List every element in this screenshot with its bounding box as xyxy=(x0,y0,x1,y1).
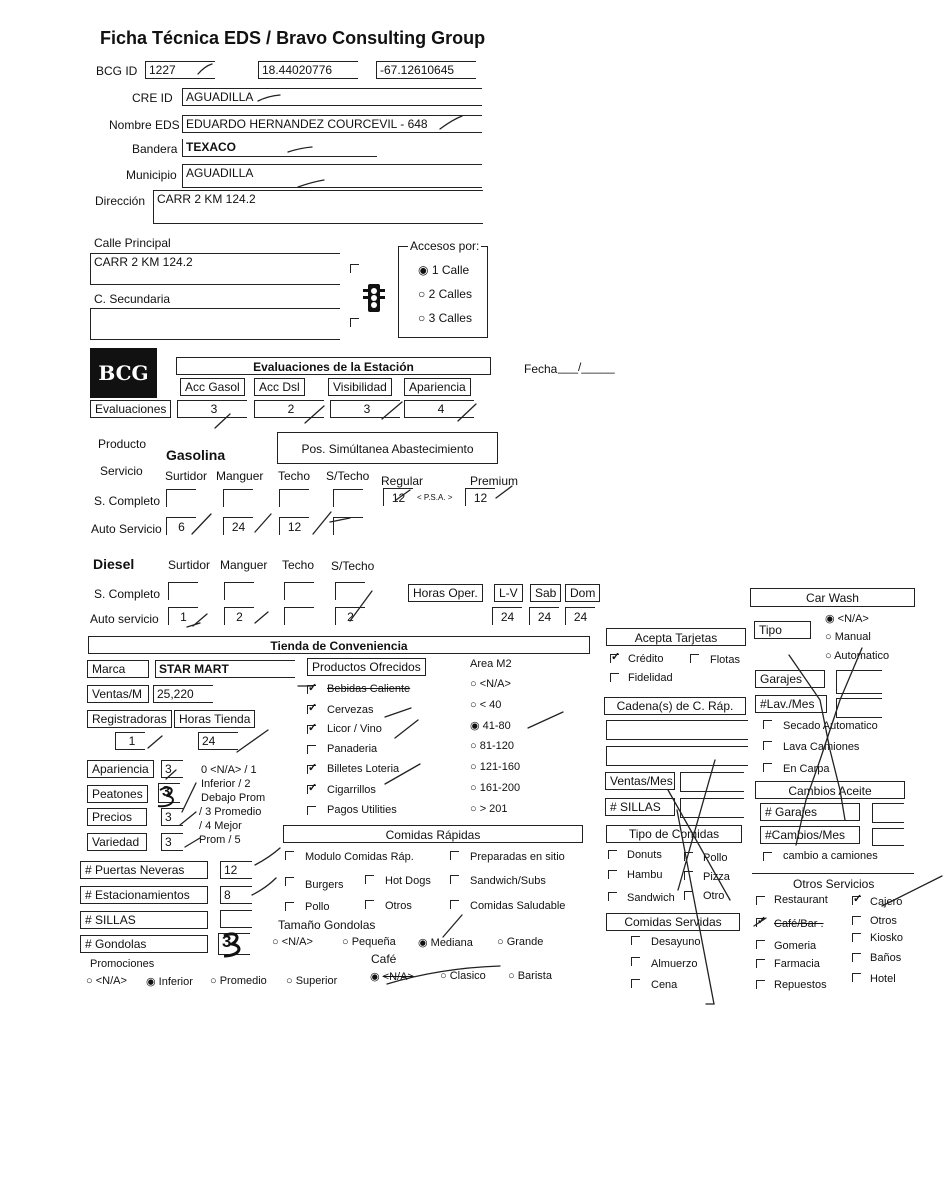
almuerzo-checkbox[interactable] xyxy=(631,957,640,966)
area-option-81-120[interactable]: ○ 81-120 xyxy=(470,740,514,752)
cr-sillas-field[interactable] xyxy=(680,798,744,818)
accesos-option-1-label: 1 Calle xyxy=(431,263,470,277)
hotdogs-label: Hot Dogs xyxy=(385,875,431,887)
carwash-option-na[interactable]: ◉ <N/A> xyxy=(825,613,869,625)
sandwich-checkbox[interactable] xyxy=(608,892,617,901)
calle-secundaria-field[interactable] xyxy=(90,308,340,340)
kiosko-label: Kiosko xyxy=(870,932,904,944)
dsl-as-surtidor[interactable]: 1 xyxy=(168,607,198,625)
producto-panaderia-checkbox[interactable] xyxy=(307,745,316,754)
dsl-sc-stecho[interactable] xyxy=(335,582,365,600)
gondola-option-pequena[interactable]: ○ Pequeña xyxy=(342,936,396,948)
longitude-field[interactable]: -67.12610645 xyxy=(376,61,476,79)
eval-visibilidad-value[interactable]: 3 xyxy=(330,400,400,418)
escala-4: / 4 Mejor xyxy=(199,820,242,832)
area-option-41-80-label: 41-80 xyxy=(482,720,511,732)
diesel-auto-label: Auto servicio xyxy=(90,612,159,626)
producto-utilities-checkbox[interactable] xyxy=(307,806,316,815)
gondolas-field[interactable]: 3 xyxy=(218,933,250,955)
tc-pollo-checkbox[interactable] xyxy=(684,852,693,861)
producto-loteria-checkbox[interactable] xyxy=(307,765,316,774)
estac-label: # Estacionamientos xyxy=(80,886,208,904)
promo-option-promedio-label: Promedio xyxy=(219,975,267,987)
preparadas-label: Preparadas en sitio xyxy=(470,851,565,863)
credito-checkbox[interactable] xyxy=(610,654,619,663)
producto-panaderia-label: Panaderia xyxy=(327,743,378,755)
regular-value[interactable]: 12 xyxy=(383,488,413,506)
promo-option-na-label: <N/A> xyxy=(95,975,127,987)
producto-bebidas-checkbox[interactable] xyxy=(307,685,316,694)
fecha-field[interactable]: ___/_____ xyxy=(558,360,615,374)
cadena-field-2[interactable] xyxy=(606,746,748,766)
otros-servicios-rule xyxy=(752,873,914,874)
lav-mes-field[interactable] xyxy=(836,698,882,718)
restaurant-label: Restaurant xyxy=(774,894,828,906)
calle-principal-label: Calle Principal xyxy=(94,236,171,250)
gas-sc-manguer[interactable] xyxy=(223,489,253,507)
promo-option-inferior[interactable]: ◉ Inferior xyxy=(146,976,193,988)
regular-label: Regular xyxy=(381,474,424,488)
cr-ventas-field[interactable] xyxy=(680,772,744,792)
eval-col-apariencia: Apariencia xyxy=(404,378,471,396)
dia-dom: Dom xyxy=(565,584,600,602)
hotdogs-checkbox[interactable] xyxy=(365,875,374,884)
burgers-label: Burgers xyxy=(305,879,344,891)
pizza-label: Pizza xyxy=(703,871,730,883)
premium-value[interactable]: 12 xyxy=(465,488,495,506)
flotas-checkbox[interactable] xyxy=(690,654,699,663)
dsl-sc-techo[interactable] xyxy=(284,582,314,600)
comidas-servidas-label: Comidas Servidas xyxy=(606,913,740,931)
gasolina-col-techo: Techo xyxy=(278,469,311,483)
cambios-aceite-header: Cambios Aceite xyxy=(755,781,905,799)
municipio-field[interactable]: AGUADILLA xyxy=(182,164,482,188)
productos-label: Productos Ofrecidos xyxy=(307,658,426,676)
registradoras-label: Registradoras xyxy=(87,710,172,728)
dia-sab: Sab xyxy=(530,584,561,602)
saludable-label: Comidas Saludable xyxy=(470,900,566,912)
lav-mes-label: #Lav./Mes xyxy=(755,695,827,713)
area-option-81-120-label: 81-120 xyxy=(479,740,514,752)
area-option-121-160[interactable]: ○ 121-160 xyxy=(470,761,521,773)
producto-bebidas-label: Bebidas Caliente xyxy=(327,683,411,695)
hotel-checkbox[interactable] xyxy=(852,973,861,982)
cena-label: Cena xyxy=(651,979,678,991)
cafe-bar-label: Café/Bar . xyxy=(774,918,824,930)
car-wash-tipo-label: Tipo xyxy=(754,621,811,639)
desayuno-label: Desayuno xyxy=(651,936,701,948)
variedad-label: Variedad xyxy=(87,833,147,851)
accesos-option-3-label: 3 Calles xyxy=(428,311,472,325)
apariencia-field[interactable]: 3 xyxy=(161,760,183,778)
producto-cervezas-checkbox[interactable] xyxy=(307,705,316,714)
cena-checkbox[interactable] xyxy=(631,979,640,988)
area-option-161-200-label: 161-200 xyxy=(479,782,521,794)
dsl-as-stecho[interactable]: 2 xyxy=(335,607,365,625)
diesel-col-surtidor: Surtidor xyxy=(168,558,211,572)
carwash-option-manual-label: Manual xyxy=(834,631,871,643)
otros-serv-checkbox[interactable] xyxy=(852,916,861,925)
nombre-eds-field[interactable]: EDUARDO HERNANDEZ COURCEVIL - 648 xyxy=(182,115,482,133)
area-option-40[interactable]: ○ < 40 xyxy=(470,699,502,711)
bandera-field[interactable]: TEXACO xyxy=(182,139,377,157)
marca-label: Marca xyxy=(87,660,149,678)
promo-option-na[interactable]: ○ <N/A> xyxy=(86,975,127,987)
variedad-field[interactable]: 3 xyxy=(161,833,183,851)
almuerzo-label: Almuerzo xyxy=(651,958,698,970)
direccion-field[interactable]: CARR 2 KM 124.2 xyxy=(153,190,483,224)
area-option-41-80[interactable]: ◉ 41-80 xyxy=(470,720,511,732)
cafe-bar-checkbox[interactable] xyxy=(756,918,765,927)
accesos-option-3[interactable]: ○ 3 Calles xyxy=(418,311,472,325)
banos-label: Baños xyxy=(870,952,902,964)
eval-col-acc-gasol: Acc Gasol xyxy=(180,378,245,396)
accesos-option-1[interactable]: ◉ 1 Calle xyxy=(418,263,470,277)
carwash-option-manual[interactable]: ○ Manual xyxy=(825,631,871,643)
eval-acc-gasol-value[interactable]: 3 xyxy=(177,400,247,418)
cafe-option-na-label: <N/A> xyxy=(382,971,414,983)
promociones-label: Promociones xyxy=(90,958,155,970)
banos-checkbox[interactable] xyxy=(852,953,861,962)
estac-field[interactable]: 8 xyxy=(220,886,252,904)
bcg-id-field[interactable]: 1227 xyxy=(145,61,215,79)
cr-sillas-label: # SILLAS xyxy=(605,798,675,816)
eval-col-acc-dsl: Acc Dsl xyxy=(254,378,305,396)
dsl-as-techo[interactable] xyxy=(284,607,314,625)
otros-comida-label: Otros xyxy=(385,900,412,912)
gas-sc-techo[interactable] xyxy=(279,489,309,507)
horas-sab[interactable]: 24 xyxy=(529,607,559,625)
area-option-201-label: > 201 xyxy=(479,803,508,815)
cafe-option-barista[interactable]: ○ Barista xyxy=(508,970,552,982)
car-wash-header: Car Wash xyxy=(750,588,915,607)
evaluaciones-row-label: Evaluaciones xyxy=(90,400,171,418)
horas-lv[interactable]: 24 xyxy=(492,607,522,625)
cambio-camiones-checkbox[interactable] xyxy=(763,852,772,861)
nombre-eds-label: Nombre EDS xyxy=(109,118,180,132)
escala-1: Inferior / 2 xyxy=(201,778,251,790)
tienda-sillas-field[interactable] xyxy=(220,910,252,928)
gondola-option-na[interactable]: ○ <N/A> xyxy=(272,936,313,948)
dsl-sc-manguer[interactable] xyxy=(224,582,254,600)
cadena-field-1[interactable] xyxy=(606,720,748,740)
horas-dom[interactable]: 24 xyxy=(565,607,595,625)
diesel-s-completo-label: S. Completo xyxy=(94,587,161,601)
psa-label: < P.S.A. > xyxy=(417,493,453,502)
horas-tienda-field[interactable]: 24 xyxy=(198,732,238,750)
sandwich-subs-label: Sandwich/Subs xyxy=(470,875,546,887)
hambu-checkbox[interactable] xyxy=(608,870,617,879)
otros-serv-label: Otros xyxy=(870,915,897,927)
calle-secundaria-label: C. Secundaria xyxy=(94,292,171,306)
cadena-label: Cadena(s) de C. Ráp. xyxy=(604,697,746,715)
calle-secundaria-checkbox[interactable] xyxy=(350,318,359,327)
lava-camiones-checkbox[interactable] xyxy=(763,741,772,750)
gas-as-stecho[interactable] xyxy=(333,517,363,535)
secado-label: Secado Automatico xyxy=(783,720,878,732)
promo-option-superior[interactable]: ○ Superior xyxy=(286,975,338,987)
area-option-40-label: < 40 xyxy=(479,699,502,711)
bcg-logo: BCG xyxy=(90,348,157,398)
eval-acc-dsl-value[interactable]: 2 xyxy=(254,400,324,418)
area-label: Area M2 xyxy=(470,658,512,670)
comidas-rapidas-header: Comidas Rápidas xyxy=(283,825,583,843)
cajero-checkbox[interactable] xyxy=(852,896,861,905)
tienda-header: Tienda de Conveniencia xyxy=(88,636,590,654)
dia-lv: L-V xyxy=(494,584,523,602)
donuts-checkbox[interactable] xyxy=(608,850,617,859)
escala-0: 0 <N/A> / 1 xyxy=(201,764,257,776)
diesel-col-manguer: Manguer xyxy=(220,558,268,572)
escala-2: Debajo Prom xyxy=(201,792,266,804)
diesel-col-stecho: S/Techo xyxy=(331,559,375,573)
gondola-option-grande-label: Grande xyxy=(506,936,544,948)
cafe-option-barista-label: Barista xyxy=(517,970,552,982)
otros-comida-checkbox[interactable] xyxy=(365,900,374,909)
gasolina-col-manguer: Manguer xyxy=(216,469,264,483)
modulo-checkbox[interactable] xyxy=(285,851,294,860)
apariencia-label: Apariencia xyxy=(87,760,154,778)
diesel-col-techo: Techo xyxy=(282,558,315,572)
tipo-comidas-label: Tipo de Comidas xyxy=(606,825,742,843)
farmacia-label: Farmacia xyxy=(774,958,820,970)
area-option-161-200[interactable]: ○ 161-200 xyxy=(470,782,521,794)
eval-col-visibilidad: Visibilidad xyxy=(328,378,392,396)
en-carpa-label: En Carpa xyxy=(783,763,830,775)
hotel-label: Hotel xyxy=(870,973,896,985)
puertas-label: # Puertas Neveras xyxy=(80,861,208,879)
tamano-gondolas-label: Tamaño Gondolas xyxy=(278,918,376,932)
producto-licor-label: Licor / Vino xyxy=(327,723,382,735)
pollo-label: Pollo xyxy=(305,901,330,913)
producto-cigarrillos-label: Cigarrillos xyxy=(327,784,376,796)
accesos-option-2-label: 2 Calles xyxy=(428,287,472,301)
carwash-option-auto[interactable]: ○ Automatico xyxy=(825,650,890,662)
otro-label: Otro xyxy=(703,890,725,902)
area-option-121-160-label: 121-160 xyxy=(479,761,521,773)
en-carpa-checkbox[interactable] xyxy=(763,763,772,772)
dsl-as-manguer[interactable]: 2 xyxy=(224,607,254,625)
gas-sc-surtidor[interactable] xyxy=(166,489,196,507)
producto-label: Producto xyxy=(98,437,147,451)
gas-sc-stecho[interactable] xyxy=(333,489,363,507)
cambios-garajes-label: # Garajes xyxy=(760,803,860,821)
registradoras-field[interactable]: 1 xyxy=(115,732,145,750)
dsl-sc-surtidor[interactable] xyxy=(168,582,198,600)
gomeria-label: Gomeria xyxy=(774,940,817,952)
gasolina-title: Gasolina xyxy=(166,447,226,463)
flotas-label: Flotas xyxy=(710,654,740,666)
producto-cervezas-label: Cervezas xyxy=(327,704,374,716)
gondolas-label: # Gondolas xyxy=(80,935,208,953)
preparadas-checkbox[interactable] xyxy=(450,851,459,860)
peatones-label: Peatones xyxy=(87,785,148,803)
secado-checkbox[interactable] xyxy=(763,720,772,729)
pos-simultanea-box: Pos. Simúltanea Abastecimiento xyxy=(277,432,498,464)
bandera-label: Bandera xyxy=(132,142,178,156)
donuts-label: Donuts xyxy=(627,849,662,861)
burgers-checkbox[interactable] xyxy=(285,877,294,886)
gomeria-checkbox[interactable] xyxy=(756,940,765,949)
gas-s-completo-label: S. Completo xyxy=(94,494,161,508)
escala-5: Prom / 5 xyxy=(199,834,241,846)
municipio-label: Municipio xyxy=(126,168,177,182)
fidelidad-checkbox[interactable] xyxy=(610,673,619,682)
garajes-label: Garajes xyxy=(755,670,825,688)
horas-tienda-label: Horas Tienda xyxy=(174,710,255,728)
bcg-id-label: BCG ID xyxy=(96,64,138,78)
carwash-option-na-label: <N/A> xyxy=(837,613,869,625)
credito-label: Crédito xyxy=(628,653,664,665)
producto-cigarrillos-checkbox[interactable] xyxy=(307,785,316,794)
gondola-option-mediana-label: Mediana xyxy=(430,937,473,949)
gas-as-surtidor[interactable]: 6 xyxy=(166,517,196,535)
cre-id-label: CRE ID xyxy=(132,91,173,105)
latitude-field[interactable]: 18.44020776 xyxy=(258,61,358,79)
sandwich-label: Sandwich xyxy=(627,892,675,904)
precios-label: Precios xyxy=(87,808,147,826)
producto-utilities-label: Pagos Utilities xyxy=(327,804,397,816)
cambios-garajes-field[interactable] xyxy=(872,803,904,823)
pizza-checkbox[interactable] xyxy=(684,871,693,880)
gondola-option-na-label: <N/A> xyxy=(281,936,313,948)
tienda-sillas-label: # SILLAS xyxy=(80,911,208,929)
hambu-label: Hambu xyxy=(627,869,663,881)
desayuno-checkbox[interactable] xyxy=(631,936,640,945)
gondola-option-mediana[interactable]: ◉ Mediana xyxy=(418,937,473,949)
cajero-label: Cajero xyxy=(870,896,903,908)
promo-option-inferior-label: Inferior xyxy=(158,976,193,988)
promo-option-superior-label: Superior xyxy=(295,975,338,987)
servicio-label: Servicio xyxy=(100,464,143,478)
cambios-mes-field[interactable] xyxy=(872,828,904,846)
garajes-field[interactable] xyxy=(836,670,882,694)
kiosko-checkbox[interactable] xyxy=(852,933,861,942)
sandwich-subs-checkbox[interactable] xyxy=(450,875,459,884)
calle-principal-checkbox[interactable] xyxy=(350,264,359,273)
cr-ventas-label: Ventas/Mes xyxy=(605,772,675,790)
area-option-na-label: <N/A> xyxy=(479,678,511,690)
saludable-checkbox[interactable] xyxy=(450,900,459,909)
evaluaciones-header: Evaluaciones de la Estación xyxy=(176,357,491,375)
traffic-light-icon xyxy=(362,282,386,314)
marca-field[interactable]: STAR MART xyxy=(155,660,295,678)
producto-licor-checkbox[interactable] xyxy=(307,725,316,734)
farmacia-checkbox[interactable] xyxy=(756,959,765,968)
pollo-checkbox[interactable] xyxy=(285,902,294,911)
repuestos-label: Repuestos xyxy=(774,979,827,991)
cambio-camiones-label: cambio a camiones xyxy=(783,850,878,862)
cafe-label: Café xyxy=(371,952,397,966)
direccion-label: Dirección xyxy=(95,194,146,208)
otro-checkbox[interactable] xyxy=(684,891,693,900)
gas-as-techo[interactable]: 12 xyxy=(279,517,309,535)
page-title: Ficha Técnica EDS / Bravo Consulting Group xyxy=(100,28,486,48)
premium-label: Premium xyxy=(470,474,519,488)
ventas-field[interactable]: 25,220 xyxy=(153,685,213,703)
area-option-na[interactable]: ○ <N/A> xyxy=(470,678,511,690)
gasolina-col-stecho: S/Techo xyxy=(326,469,370,483)
gondola-option-grande[interactable]: ○ Grande xyxy=(497,936,544,948)
accesos-label: Accesos por: xyxy=(410,239,480,253)
escala-3: / 3 Promedio xyxy=(199,806,262,818)
carwash-option-auto-label: Automatico xyxy=(834,650,890,662)
fidelidad-label: Fidelidad xyxy=(628,672,673,684)
cafe-option-clasico[interactable]: ○ Clasico xyxy=(440,970,486,982)
gas-as-manguer[interactable]: 24 xyxy=(223,517,253,535)
accesos-option-2[interactable]: ○ 2 Calles xyxy=(418,287,472,301)
fecha-label: Fecha xyxy=(524,362,558,376)
producto-loteria-label: Billetes Loteria xyxy=(327,763,400,775)
restaurant-checkbox[interactable] xyxy=(756,896,765,905)
gas-auto-label: Auto Servicio xyxy=(91,522,162,536)
cafe-option-na[interactable]: ◉ <N/A> xyxy=(370,971,414,983)
tc-pollo-label: Pollo xyxy=(703,852,728,864)
eval-apariencia-value[interactable]: 4 xyxy=(404,400,474,418)
puertas-field[interactable]: 12 xyxy=(220,861,252,879)
promo-option-promedio[interactable]: ○ Promedio xyxy=(210,975,267,987)
diesel-title: Diesel xyxy=(93,556,135,572)
area-option-201[interactable]: ○ > 201 xyxy=(470,803,508,815)
ventas-label: Ventas/M xyxy=(87,685,149,703)
gondola-option-pequena-label: Pequeña xyxy=(351,936,396,948)
repuestos-checkbox[interactable] xyxy=(756,980,765,989)
calle-principal-field[interactable]: CARR 2 KM 124.2 xyxy=(90,253,340,285)
otros-servicios-header: Otros Servicios xyxy=(793,877,875,891)
cre-id-field[interactable]: AGUADILLA xyxy=(182,88,482,106)
precios-field[interactable]: 3 xyxy=(161,808,183,826)
cambios-mes-label: #Cambios/Mes xyxy=(760,826,860,844)
gasolina-col-surtidor: Surtidor xyxy=(165,469,208,483)
tarjetas-header: Acepta Tarjetas xyxy=(606,628,746,646)
lava-camiones-label: Lava Camiones xyxy=(783,741,860,753)
horas-oper-label: Horas Oper. xyxy=(408,584,483,602)
modulo-label: Modulo Comidas Ráp. xyxy=(305,851,414,863)
cafe-option-clasico-label: Clasico xyxy=(449,970,486,982)
peatones-field[interactable]: 3 xyxy=(158,783,180,803)
